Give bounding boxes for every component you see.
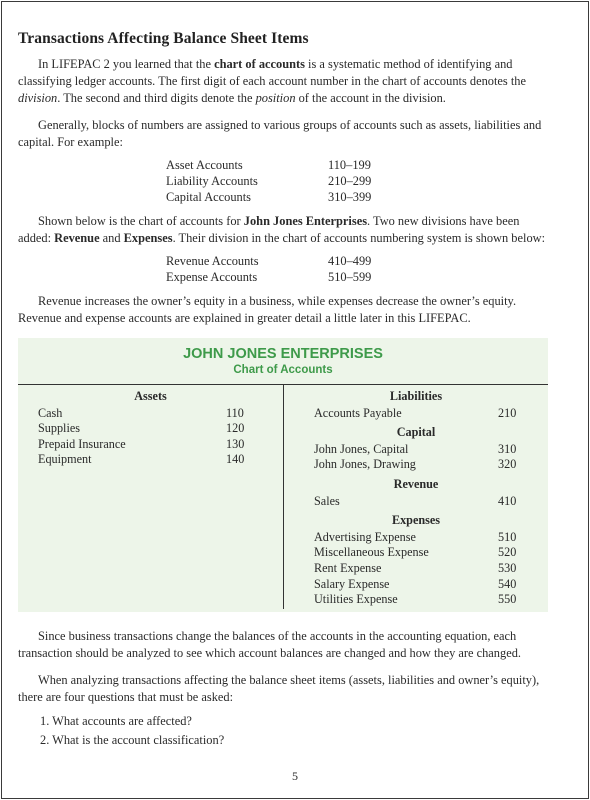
section-heading: Transactions Affecting Balance Sheet Items	[18, 30, 309, 47]
text-run: and	[99, 231, 124, 245]
range-row: Capital Accounts 310–399	[166, 190, 372, 204]
account-row: Salary Expense 540	[314, 576, 517, 591]
question-item: 1. What accounts are affected?	[40, 714, 192, 728]
lower-text	[18, 628, 546, 750]
account-row: Sales 410	[314, 493, 517, 508]
chart-header	[18, 338, 548, 385]
paragraph-chart-of-accounts	[18, 56, 546, 107]
text-run: . Their division in the chart of accounts numbering system is shown below:	[172, 231, 546, 245]
account-row: John Jones, Drawing 320	[314, 457, 517, 472]
range-row: Revenue Accounts 410–499	[166, 254, 372, 268]
paragraph-new-divisions	[18, 213, 546, 247]
text-run: . Two new divisions have been added:	[18, 214, 520, 245]
italic-term: position	[255, 91, 296, 105]
account-row: Supplies 120	[38, 421, 245, 436]
assets-column	[18, 385, 284, 609]
account-row: Accounts Payable 210	[314, 405, 517, 420]
capital-heading: Capital	[396, 425, 436, 440]
chart-of-accounts-box	[18, 338, 548, 612]
text-run: Shown below is the chart of accounts for	[38, 214, 244, 228]
range-row: Expense Accounts 510–599	[166, 270, 372, 284]
question-item: 2. What is the account classification?	[40, 733, 225, 747]
text-run: of the account in the division.	[295, 91, 446, 105]
range-row: Liability Accounts 210–299	[166, 174, 372, 188]
equities-column	[284, 385, 548, 609]
assets-heading: Assets	[134, 389, 167, 403]
liabilities-heading: Liabilities	[389, 389, 443, 403]
text-run: . The second and third digits denote the	[57, 91, 256, 105]
account-row: Cash 110	[38, 405, 244, 420]
company-title: JOHN JONES ENTERPRISES	[183, 346, 383, 362]
paragraph-four-questions: When analyzing transactions affecting the balance sheet items (assets, liabilities and owner’s equity), there are four questions that must be asked:	[18, 673, 540, 704]
paragraph-blocks: Generally, blocks of numbers are assigned to various groups of accounts such as assets, liabilities and capital. For example:	[18, 118, 542, 149]
page-number: 5	[292, 769, 298, 783]
bold-term: chart of accounts	[214, 57, 305, 71]
account-row: Equipment 140	[38, 452, 245, 467]
range-row: Asset Accounts 110–199	[166, 158, 371, 172]
bold-term: Revenue	[54, 231, 100, 245]
question-list	[18, 712, 546, 750]
account-row: Advertising Expense 510	[314, 529, 517, 544]
account-row: Prepaid Insurance 130	[38, 436, 245, 451]
bold-term: Expenses	[123, 231, 173, 245]
range-list-1	[166, 157, 546, 205]
italic-term: division	[18, 91, 58, 105]
paragraph-analyze-transactions: Since business transactions change the balances of the accounts in the accounting equation, each transaction should be analyzed to see which account balances are changed and how they are changed.	[18, 629, 521, 660]
upper-text	[18, 30, 546, 327]
account-row: Miscellaneous Expense 520	[314, 545, 517, 560]
account-row: John Jones, Capital 310	[314, 441, 517, 456]
revenue-heading: Revenue	[393, 476, 439, 491]
range-list-2	[166, 253, 546, 285]
account-row: Rent Expense 530	[314, 560, 517, 575]
expenses-heading: Expenses	[391, 513, 441, 528]
account-row: Utilities Expense 550	[314, 592, 517, 607]
chart-subtitle: Chart of Accounts	[233, 364, 333, 376]
text-run: In LIFEPAC 2 you learned that the	[38, 57, 215, 71]
bold-term: John Jones Enterprises	[243, 214, 368, 228]
paragraph-revenue-expenses: Revenue increases the owner’s equity in a business, while expenses decrease the owner’s equity. Revenue and expense accounts are explained in greater detail a little later in this LIFEPAC.	[18, 294, 517, 325]
text-run: is a systematic method of identifying and classifying ledger accounts. The first digit of each account number in the chart of accounts denotes the	[18, 57, 526, 88]
